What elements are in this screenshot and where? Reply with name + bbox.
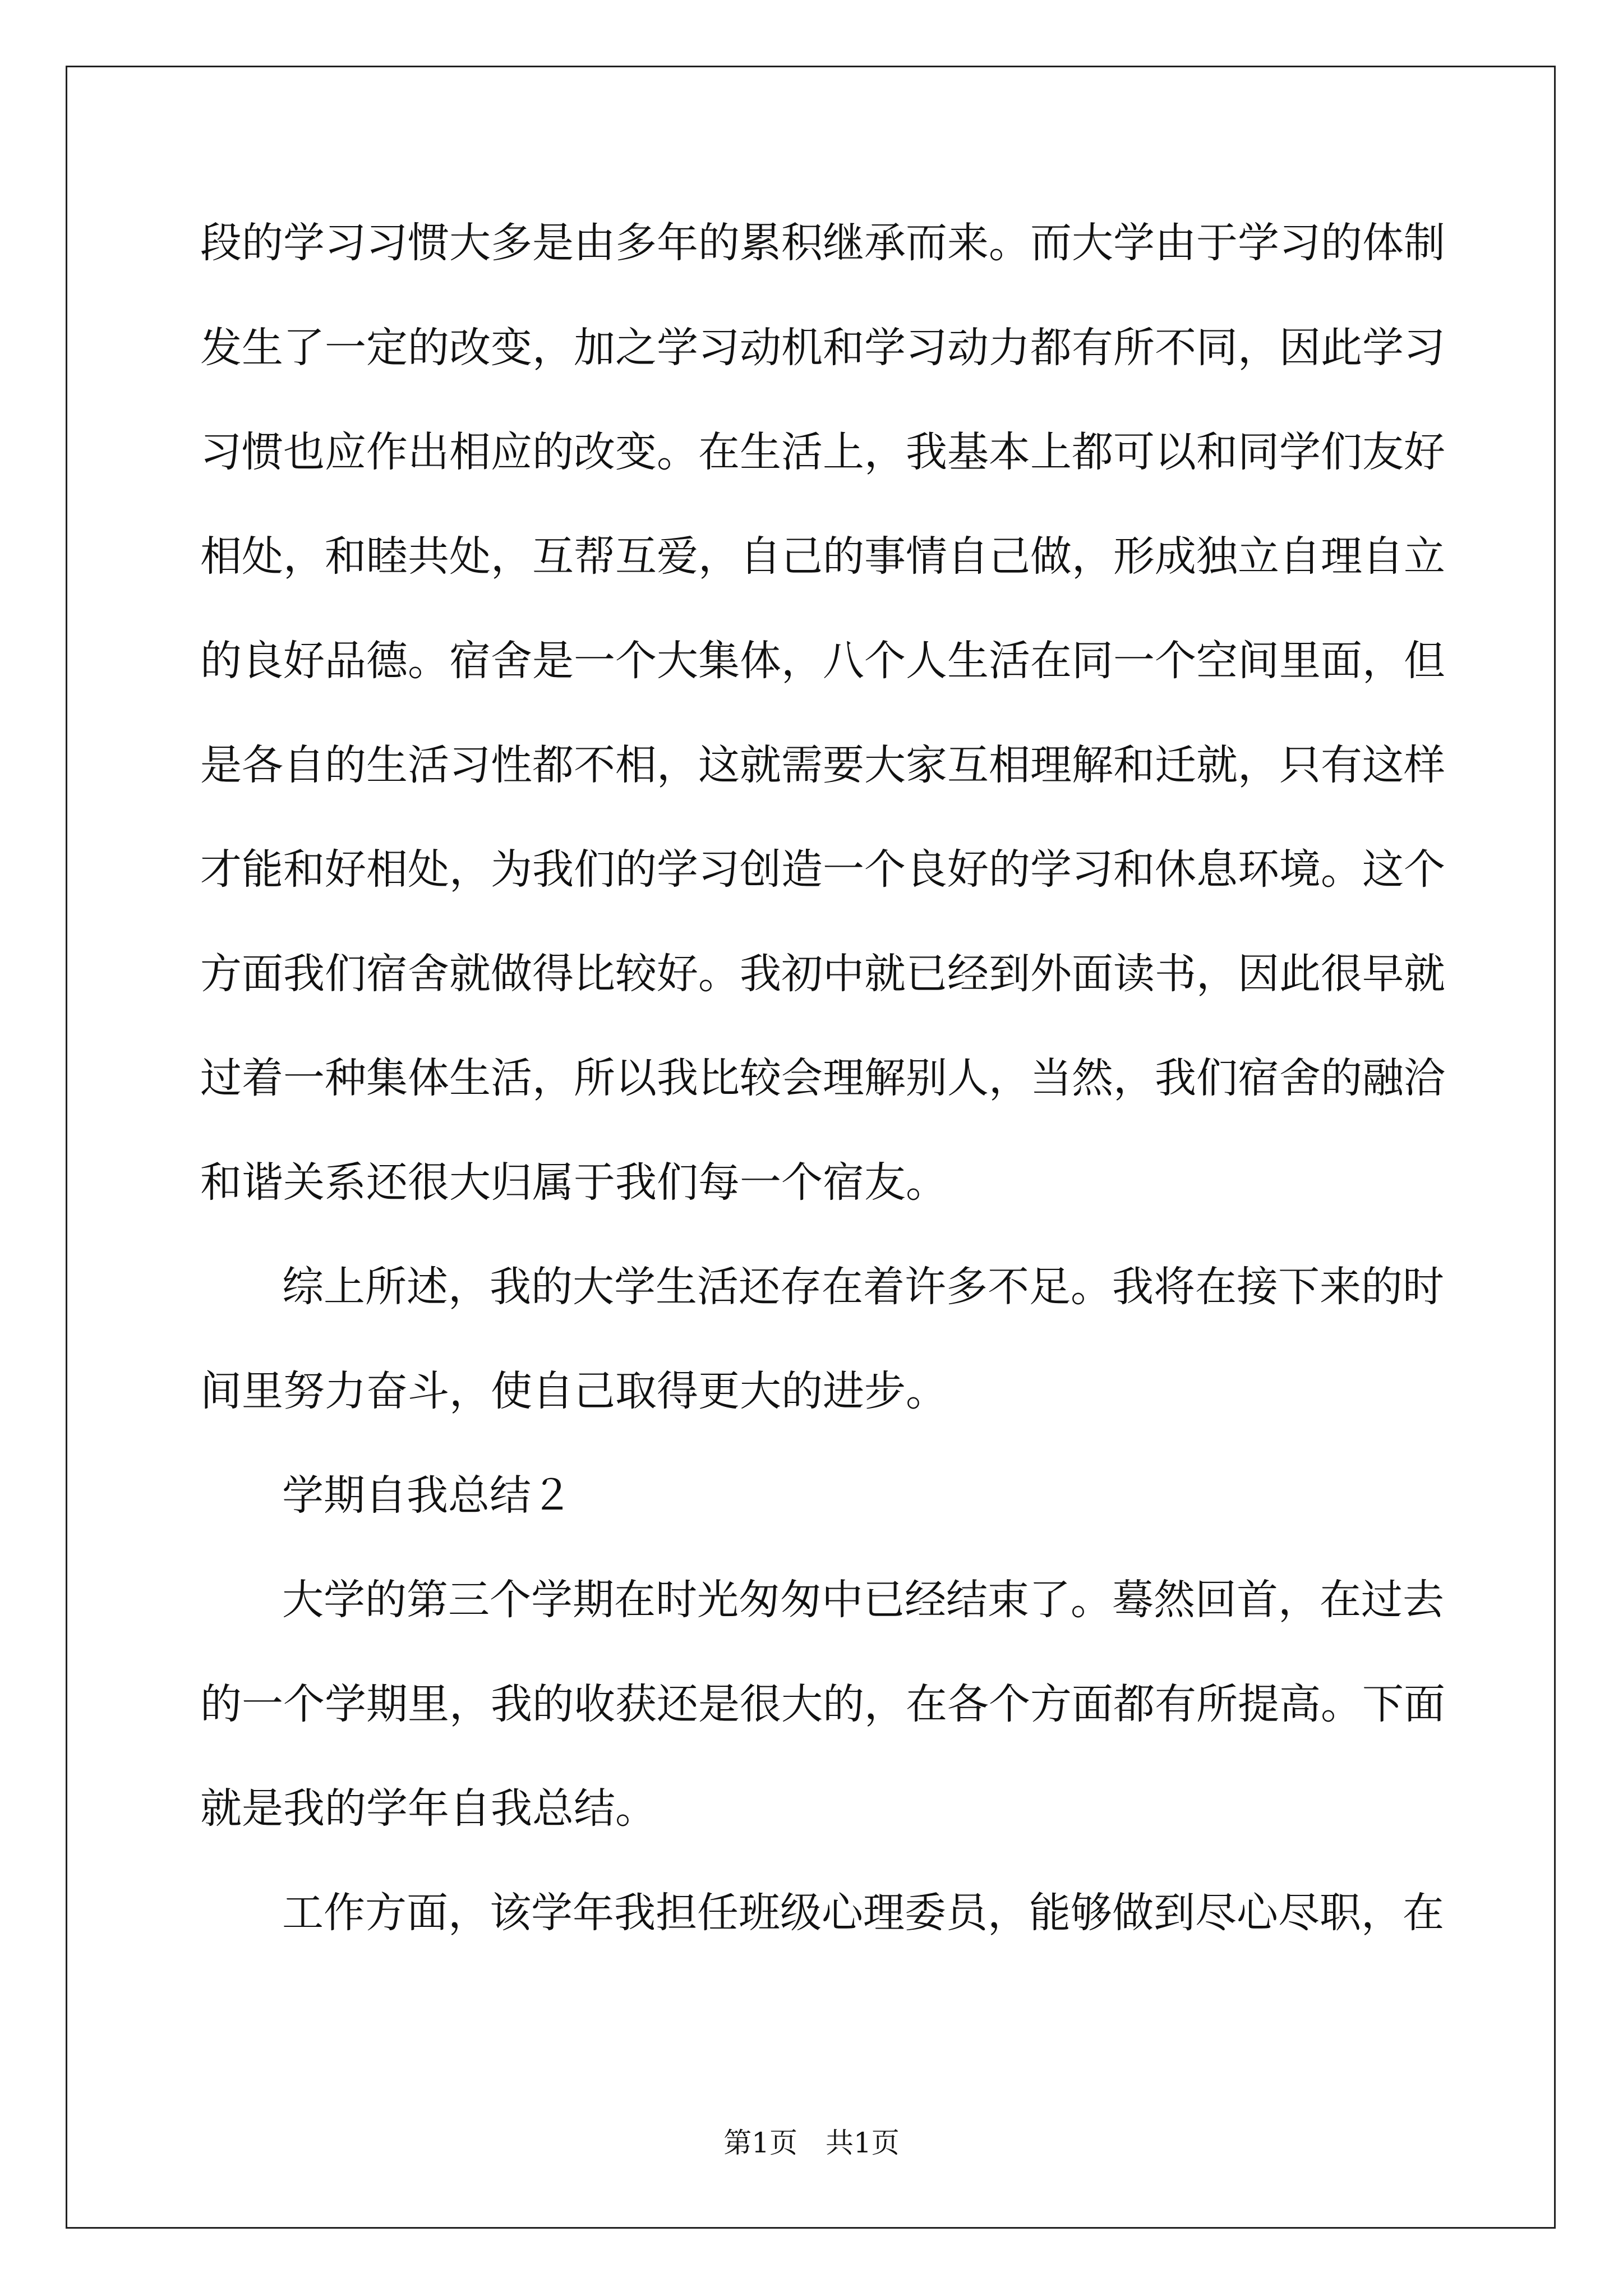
paragraph-line: 和谐关系还很大归属于我们每一个宿友。 [200,1158,947,1207]
paragraph-line: 间里努力奋斗，使自己取得更大的进步。 [200,1367,947,1415]
paragraph-line: 习惯也应作出相应的改变。在生活上，我基本上都可以和同学们友好 [200,428,1445,476]
paragraph-line: 的一个学期里，我的收获还是很大的，在各个方面都有所提高。下面 [200,1680,1445,1728]
paragraph-line: 段的学习习惯大多是由多年的累积继承而来。而大学由于学习的体制 [200,219,1445,267]
paragraph-line: 就是我的学年自我总结。 [200,1784,657,1833]
paragraph-line: 过着一种集体生活，所以我比较会理解别人，当然，我们宿舍的融洽 [200,1054,1445,1102]
paragraph-line: 工作方面，该学年我担任班级心理委员，能够做到尽心尽职，在 [282,1889,1444,1937]
page-number-footer: 第1页 共1页 [723,2127,900,2159]
paragraph-line: 才能和好相处，为我们的学习创造一个良好的学习和休息环境。这个 [200,845,1445,894]
paragraph-line: 方面我们宿舍就做得比较好。我初中就已经到外面读书，因此很早就 [200,950,1445,998]
paragraph-line: 是各自的生活习性都不相，这就需要大家互相理解和迁就，只有这样 [200,741,1445,789]
paragraph-line: 相处，和睦共处，互帮互爱，自己的事情自己做，形成独立自理自立 [200,532,1445,581]
paragraph-line: 综上所述，我的大学生活还存在着许多不足。我将在接下来的时 [282,1263,1444,1311]
paragraph-line: 大学的第三个学期在时光匆匆中已经结束了。蓦然回首，在过去 [282,1576,1444,1624]
paragraph-line: 发生了一定的改变，加之学习动机和学习动力都有所不同，因此学习 [200,324,1445,372]
section-heading: 学期自我总结２ [282,1471,573,1520]
paragraph-line: 的良好品德。宿舍是一个大集体，八个人生活在同一个空间里面，但 [200,637,1445,685]
